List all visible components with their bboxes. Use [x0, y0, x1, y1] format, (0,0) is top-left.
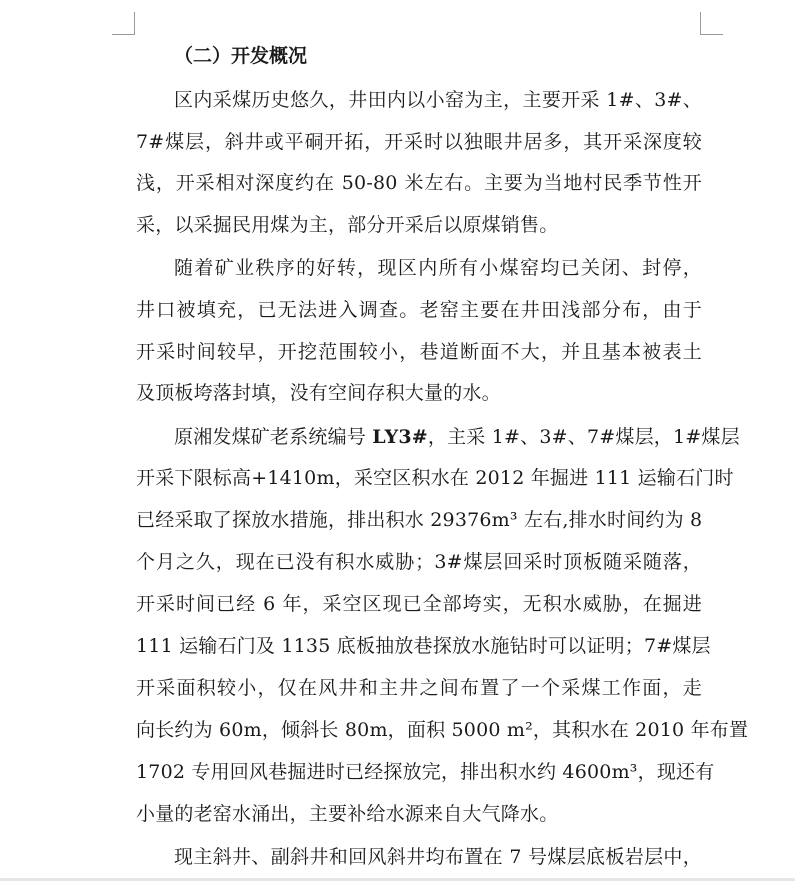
paragraph-3-line-2: 开采下限标高+1410m，采空区积水在 2012 年掘进 111 运输石门时 — [136, 467, 734, 489]
paragraph-3-line-1 — [174, 425, 740, 449]
paragraph-3-line-10: 小量的老窑水涌出，主要补给水源来自大气降水。 — [136, 803, 559, 825]
paragraph-2-line-1: 随着矿业秩序的好转，现区内所有小煤窑均已关闭、封停， — [174, 257, 702, 279]
paragraph-2-line-3: 开采时间较早，开挖范围较小，巷道断面不大，并且基本被表土 — [136, 341, 702, 363]
paragraph-1-line-2: 7#煤层，斜井或平硐开拓，开采时以独眼井居多，其开采深度较 — [136, 131, 702, 153]
section-heading: （二）开发概况 — [174, 45, 308, 67]
page-corner-mark-top-left — [112, 12, 135, 35]
paragraph-3-line-1-pre: 原湘发煤矿老系统编号 — [174, 426, 373, 448]
paragraph-2-line-4: 及顶板垮落封填，没有空间存积大量的水。 — [136, 382, 501, 404]
paragraph-3-line-5: 开采时间已经 6 年，采空区现已全部垮实，无积水威胁，在掘进 — [136, 593, 702, 615]
paragraph-3-line-8: 向长约为 60m，倾斜长 80m，面积 5000 m²，其积水在 2010 年布置 — [136, 719, 749, 741]
paragraph-3-line-7: 开采面积较小，仅在风井和主井之间布置了一个采煤工作面，走 — [136, 677, 702, 699]
paragraph-3-line-9: 1702 专用回风巷掘进时已经探放完，排出积水约 4600m³，现还有 — [136, 761, 715, 783]
paragraph-2-line-2: 井口被填充，已无法进入调查。老窑主要在井田浅部分布，由于 — [136, 299, 702, 321]
paragraph-1-line-1: 区内采煤历史悠久，井田内以小窑为主，主要开采 1#、3#、 — [174, 89, 702, 111]
paragraph-1-line-4: 采，以采掘民用煤为主，部分开采后以原煤销售。 — [136, 214, 559, 236]
paragraph-3-line-4: 个月之久，现在已没有积水威胁；3#煤层回采时顶板随采随落， — [136, 551, 702, 573]
paragraph-4-line-1: 现主斜井、副斜井和回风斜井均布置在 7 号煤层底板岩层中， — [174, 846, 702, 868]
page-corner-mark-top-right — [700, 12, 723, 35]
paragraph-3-line-1-post: ，主采 1#、3#、7#煤层，1#煤层 — [427, 426, 740, 448]
paragraph-1-line-3: 浅，开采相对深度约在 50-80 米左右。主要为当地村民季节性开 — [136, 172, 702, 194]
paragraph-3-line-3: 已经采取了探放水措施，排出积水 29376m³ 左右,排水时间约为 8 — [136, 509, 703, 531]
paragraph-3-line-6: 111 运输石门及 1135 底板抽放巷探放水施钻时可以证明；7#煤层 — [136, 635, 711, 657]
system-code: LY3# — [372, 426, 428, 448]
